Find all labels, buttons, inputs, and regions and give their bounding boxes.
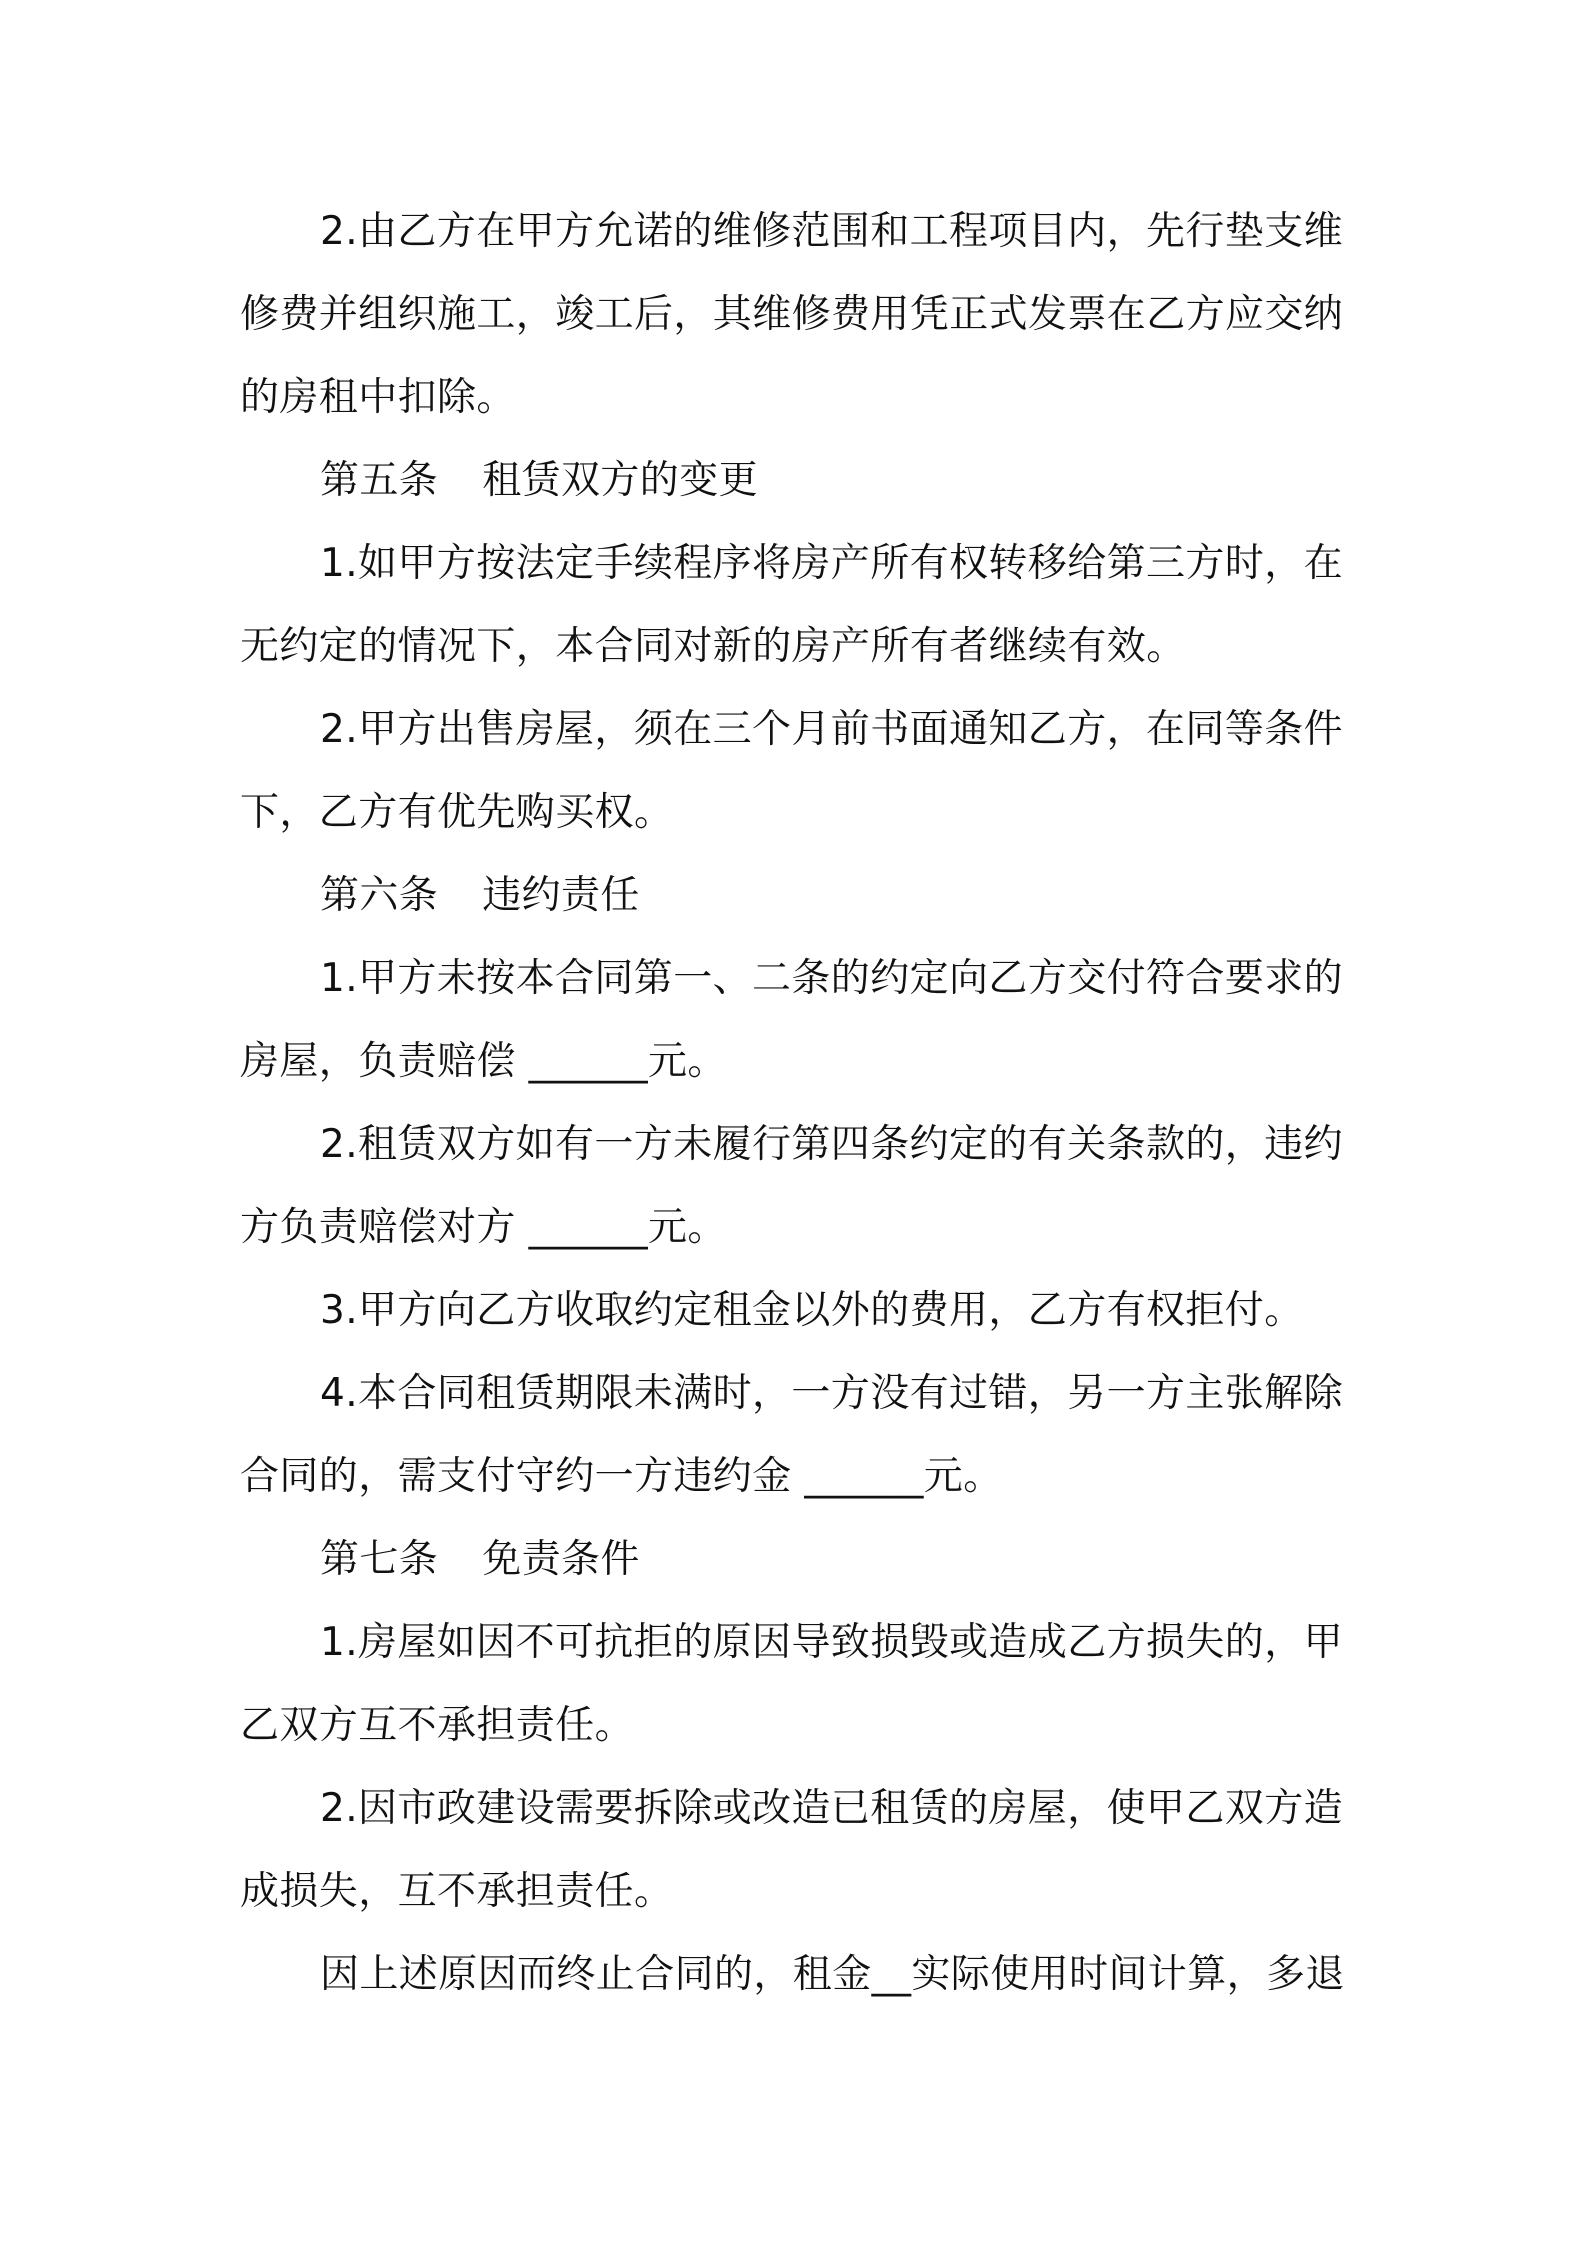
paragraph-line: 1.房屋如因不可抗拒的原因导致损毁或造成乙方损失的，甲 bbox=[320, 1620, 1344, 1665]
paragraph-line: 因上述原因而终止合同的，租金__实际使用时间计算，多退 bbox=[320, 1952, 1345, 1997]
paragraph-line: 房屋，负责赔偿 ______元。 bbox=[240, 1039, 727, 1084]
paragraph-line: 2.因市政建设需要拆除或改造已租赁的房屋，使甲乙双方造 bbox=[320, 1786, 1344, 1831]
article-number: 第七条 bbox=[320, 1537, 439, 1582]
paragraph-line: 4.本合同租赁期限未满时，一方没有过错，另一方主张解除 bbox=[320, 1371, 1344, 1416]
article-6-heading bbox=[320, 871, 1430, 921]
paragraph-line: 成损失，互不承担责任。 bbox=[240, 1869, 674, 1914]
paragraph-line: 1.甲方未按本合同第一、二条的约定向乙方交付符合要求的 bbox=[320, 956, 1344, 1001]
article-5-heading bbox=[320, 456, 1430, 506]
paragraph-line: 2.租赁双方如有一方未履行第四条约定的有关条款的，违约 bbox=[320, 1122, 1344, 1167]
paragraph-line: 2.由乙方在甲方允诺的维修范围和工程项目内，先行垫支维 bbox=[320, 209, 1344, 254]
paragraph-line: 1.如甲方按法定手续程序将房产所有权转移给第三方时，在 bbox=[320, 541, 1344, 586]
article-title: 违约责任 bbox=[482, 873, 640, 918]
paragraph-line: 修费并组织施工，竣工后，其维修费用凭正式发票在乙方应交纳 bbox=[240, 292, 1344, 337]
paragraph-line: 无约定的情况下，本合同对新的房产所有者继续有效。 bbox=[240, 624, 1186, 669]
paragraph-line: 下，乙方有优先购买权。 bbox=[240, 790, 674, 835]
paragraph-line: 乙双方互不承担责任。 bbox=[240, 1703, 635, 1748]
paragraph-line: 2.甲方出售房屋，须在三个月前书面通知乙方，在同等条件 bbox=[320, 707, 1344, 752]
paragraph-line: 的房租中扣除。 bbox=[240, 375, 516, 420]
paragraph-line: 方负责赔偿对方 ______元。 bbox=[240, 1205, 727, 1250]
article-title: 租赁双方的变更 bbox=[482, 458, 759, 503]
article-number: 第六条 bbox=[320, 873, 439, 918]
paragraph-line: 3.甲方向乙方收取约定租金以外的费用，乙方有权拒付。 bbox=[320, 1288, 1304, 1333]
article-number: 第五条 bbox=[320, 458, 439, 503]
article-title: 免责条件 bbox=[482, 1537, 640, 1582]
paragraph-line: 合同的，需支付守约一方违约金 ______元。 bbox=[240, 1454, 1003, 1499]
article-7-heading bbox=[320, 1535, 1430, 1585]
